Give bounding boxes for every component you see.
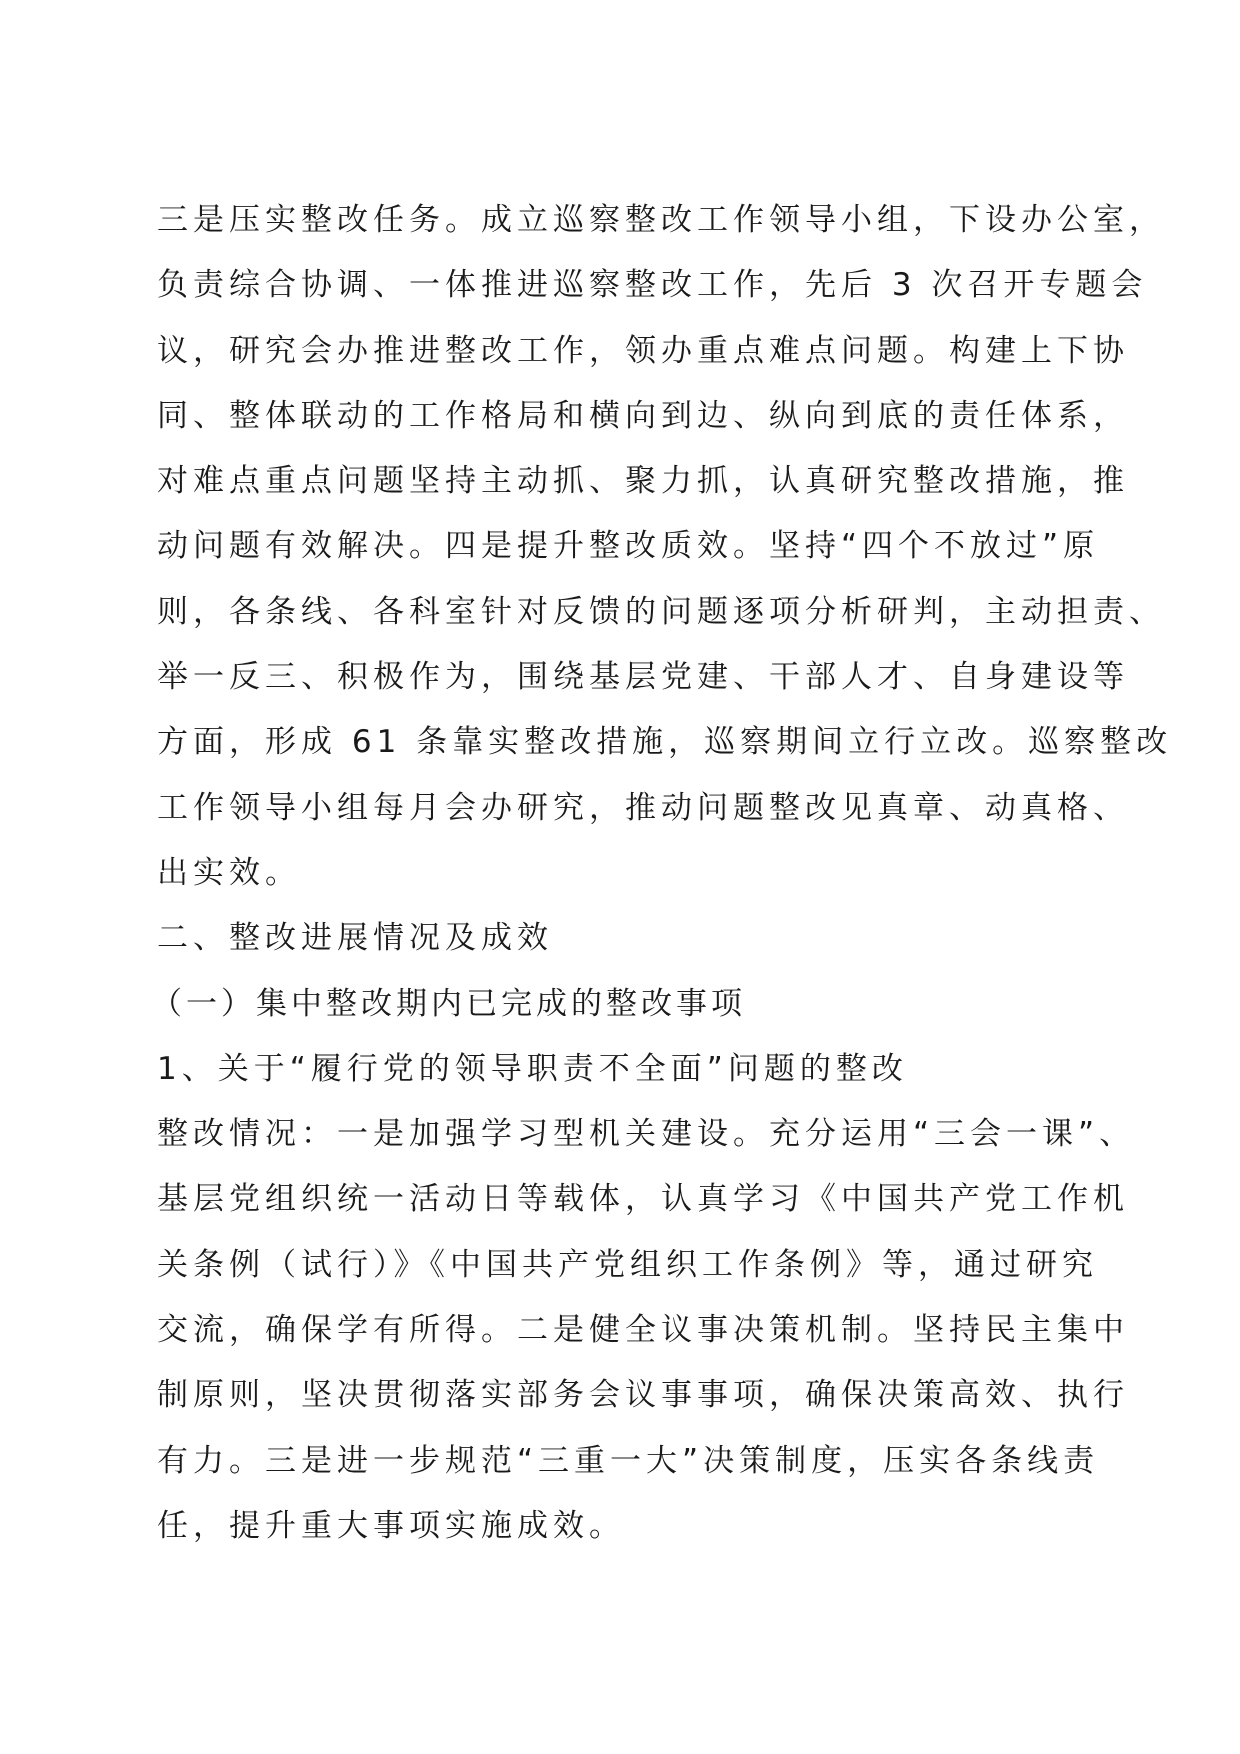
text-line-10: 工作领导小组每月会办研究，推动问题整改见真章、动真格、 [157,789,1129,826]
text-line-16: 基层党组织统一活动日等载体，认真学习《中国共产党工作机 [157,1181,1129,1218]
text-line-7: 则，各条线、各科室针对反馈的问题逐项分析研判，主动担责、 [157,593,1165,630]
text-line-9: 方面，形成 61 条靠实整改措施，巡察期间立行立改。巡察整改 [157,724,1173,761]
text-line-19: 制原则，坚决贯彻落实部务会议事事项，确保决策高效、执行 [157,1377,1129,1414]
item-heading: 1、关于“履行党的领导职责不全面”问题的整改 [157,1050,908,1087]
text-line-1: 三是压实整改任务。成立巡察整改工作领导小组，下设办公室， [157,202,1165,238]
text-line-8: 举一反三、积极作为，围绕基层党建、干部人才、自身建设等 [157,659,1129,696]
text-line-4: 同、整体联动的工作格局和横向到边、纵向到底的责任体系， [157,397,1129,434]
text-line-2: 负责综合协调、一体推进巡察整改工作，先后 3 次召开专题会 [157,267,1148,304]
section-heading: 二、整改进展情况及成效 [157,920,553,957]
text-line-20: 有力。三是进一步规范“三重一大”决策制度，压实各条线责 [157,1442,1100,1479]
text-line-6: 动问题有效解决。四是提升整改质效。坚持“四个不放过”原 [157,528,1100,565]
text-line-18: 交流，确保学有所得。二是健全议事决策机制。坚持民主集中 [157,1312,1129,1349]
text-line-17: 关条例（试行）》《中国共产党组织工作条例》等，通过研究 [157,1246,1098,1283]
text-line-11: 出实效。 [157,854,301,891]
subsection-heading: （一）集中整改期内已完成的整改事项 [151,985,746,1022]
text-line-15: 整改情况：一是加强学习型机关建设。充分运用“三会一课”、 [157,1116,1136,1153]
text-line-5: 对难点重点问题坚持主动抓、聚力抓，认真研究整改措施，推 [157,463,1129,500]
document-body [151,188,1173,1559]
text-line-3: 议，研究会办推进整改工作，领办重点难点问题。构建上下协 [157,332,1129,369]
text-line-21: 任，提升重大事项实施成效。 [157,1507,625,1544]
